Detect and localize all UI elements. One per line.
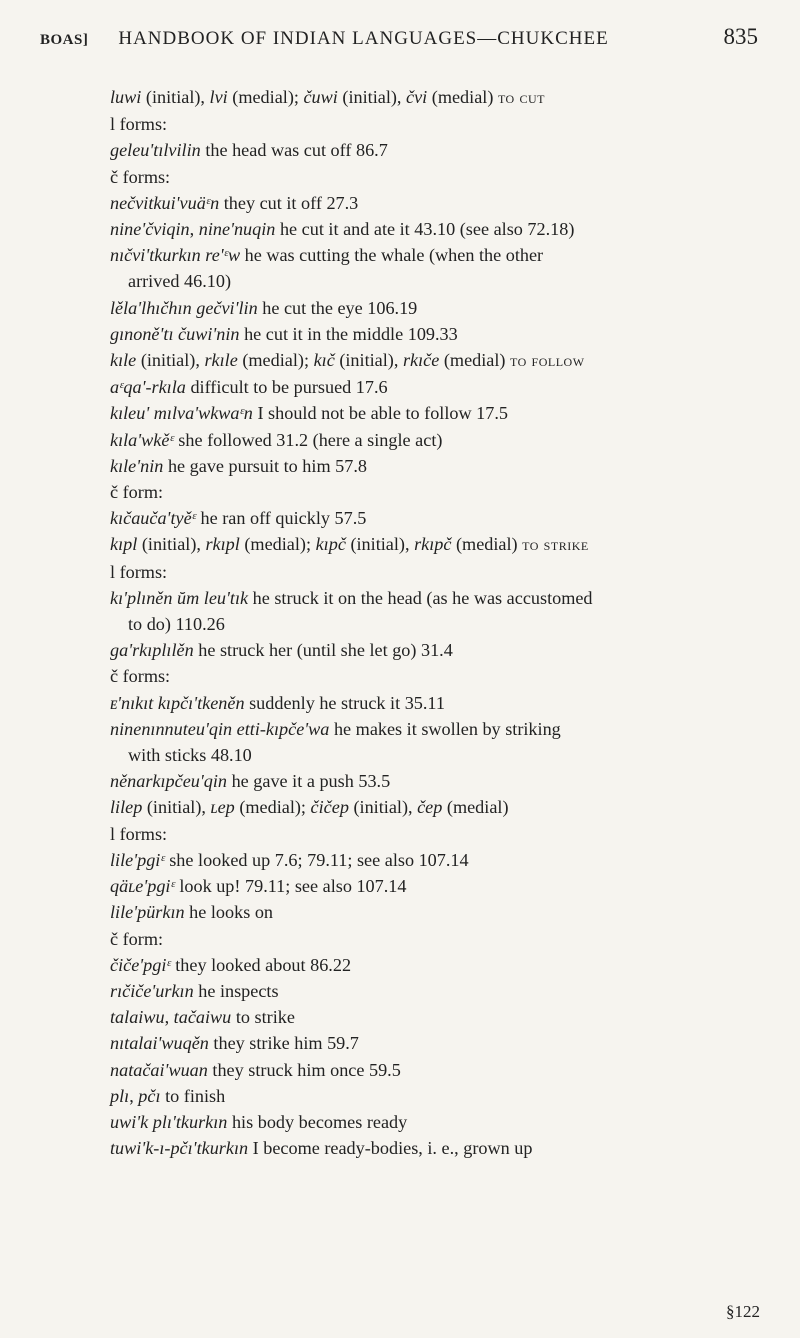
example-line bbox=[110, 637, 760, 663]
gloss-text: , bbox=[129, 1085, 139, 1106]
gloss-text: (initial), bbox=[337, 87, 407, 107]
gloss-text: (medial); bbox=[239, 534, 316, 555]
example-translation: they cut it off 27.3 bbox=[219, 192, 359, 213]
example-word: gınoně'tı čuwi'nin bbox=[110, 323, 240, 344]
running-title: HANDBOOK OF INDIAN LANGUAGES—CHUKCHEE bbox=[118, 28, 609, 49]
subheading-text: l forms: bbox=[110, 823, 168, 844]
example-line bbox=[110, 321, 760, 347]
example-translation: he looks on bbox=[184, 902, 274, 923]
entry-headword-line bbox=[110, 1083, 760, 1109]
example-word: něnarkıpčeu'qin bbox=[110, 771, 228, 792]
example-word: uwi'k plı'tkurkın bbox=[110, 1111, 228, 1132]
form-subheading bbox=[110, 479, 760, 505]
page-number: 835 bbox=[723, 24, 758, 49]
example-translation: he struck it on the head (as he was accustomed bbox=[248, 587, 593, 608]
gloss-text: (initial), bbox=[348, 797, 418, 818]
gloss-text: (initial), bbox=[136, 350, 205, 371]
headword-form: talaiwu bbox=[110, 1007, 165, 1028]
example-line bbox=[110, 873, 760, 899]
example-word: nine'čviqin bbox=[110, 219, 190, 240]
example-translation: difficult to be pursued 17.6 bbox=[185, 377, 388, 398]
form-subheading bbox=[110, 111, 760, 137]
example-word: ninenınnuteu'qin etti-kıpče'wa bbox=[110, 718, 330, 739]
example-translation: he cut it and ate it 43.10 (see also 72.18) bbox=[275, 219, 575, 240]
example-word: čiče'pgiᵋ bbox=[110, 954, 171, 975]
example-word: ga'rkıplılěn bbox=[110, 640, 194, 661]
example-translation: she looked up 7.6; 79.11; see also 107.14 bbox=[164, 849, 469, 870]
headword-meaning: to strike bbox=[522, 535, 589, 555]
example-word: ᴇ'nıkıt kıpčı'tkeněn bbox=[110, 692, 245, 713]
entry-headword-line bbox=[110, 531, 760, 558]
subheading-text: č form: bbox=[110, 482, 164, 503]
continuation-line bbox=[110, 268, 760, 294]
example-line bbox=[110, 453, 760, 479]
example-line bbox=[110, 505, 760, 531]
example-line bbox=[110, 374, 760, 400]
entry-headword-line bbox=[110, 1004, 760, 1030]
example-translation: they struck him once 59.5 bbox=[207, 1059, 401, 1080]
entry-headword-line bbox=[110, 794, 760, 820]
gloss-text: (initial), bbox=[137, 534, 206, 555]
example-line bbox=[110, 716, 760, 742]
headword-form: kıle bbox=[110, 350, 137, 371]
example-translation: they strike him 59.7 bbox=[208, 1033, 359, 1054]
example-translation: look up! 79.11; see also 107.14 bbox=[174, 876, 407, 897]
continuation-text: arrived 46.10) bbox=[128, 271, 232, 292]
headword-form: kıpl bbox=[110, 534, 138, 555]
example-word: qäʟe'pgiᵋ bbox=[110, 876, 175, 897]
headword-form: luwi bbox=[110, 87, 142, 107]
example-line bbox=[110, 137, 760, 163]
entry-headword-line bbox=[110, 347, 760, 374]
form-subheading bbox=[110, 821, 760, 847]
gloss-text: (medial) bbox=[427, 87, 498, 107]
gloss-text: (medial) bbox=[442, 797, 509, 818]
dictionary-body bbox=[110, 84, 760, 1161]
example-line bbox=[110, 242, 760, 268]
subheading-text: č forms: bbox=[110, 166, 171, 187]
headword-form: lvi bbox=[209, 87, 228, 107]
example-word: lile'pürkın bbox=[110, 902, 185, 923]
headword-form: ʟep bbox=[210, 797, 235, 818]
gloss-text: (initial), bbox=[345, 534, 415, 555]
example-line bbox=[110, 1030, 760, 1056]
example-translation: he struck her (until she let go) 31.4 bbox=[193, 640, 453, 661]
headword-meaning: to cut bbox=[497, 88, 545, 107]
page-header bbox=[40, 24, 758, 50]
author-tag: BOAS] bbox=[40, 32, 89, 48]
example-translation: he inspects bbox=[193, 980, 279, 1001]
example-line bbox=[110, 952, 760, 978]
example-line bbox=[110, 768, 760, 794]
example-translation: he cut the eye 106.19 bbox=[257, 297, 418, 318]
gloss-text: , bbox=[164, 1007, 174, 1028]
gloss-text: (medial) bbox=[439, 350, 511, 371]
example-word: nıtalai'wuqěn bbox=[110, 1033, 209, 1054]
example-line bbox=[110, 295, 760, 321]
example-word: lěla'lhıčhın gečvi'lin bbox=[110, 297, 258, 318]
example-line bbox=[110, 585, 760, 611]
example-word: geleu'tılvilin bbox=[110, 140, 201, 161]
subheading-text: l forms: bbox=[110, 561, 168, 582]
subheading-text: č form: bbox=[110, 928, 164, 949]
example-translation: she followed 31.2 (here a single act) bbox=[173, 429, 443, 450]
example-line bbox=[110, 978, 760, 1004]
example-line bbox=[110, 216, 760, 242]
continuation-text: with sticks 48.10 bbox=[128, 745, 252, 766]
gloss-text: (medial); bbox=[227, 87, 304, 107]
headword-form: kıč bbox=[313, 350, 335, 371]
example-word: rıčiče'urkın bbox=[110, 980, 194, 1001]
example-word: kı'plıněn ŭm leu'tık bbox=[110, 587, 249, 608]
example-translation: the head was cut off 86.7 bbox=[200, 140, 388, 161]
example-line bbox=[110, 899, 760, 925]
example-line bbox=[110, 1109, 760, 1135]
subheading-text: l forms: bbox=[110, 114, 168, 135]
subheading-text: č forms: bbox=[110, 666, 171, 687]
gloss-text: (medial); bbox=[234, 797, 311, 818]
example-line bbox=[110, 1057, 760, 1083]
headword-form: rkıle bbox=[204, 350, 238, 371]
example-translation: they looked about 86.22 bbox=[170, 954, 352, 975]
example-word: tuwi'k-ı-pčı'tkurkın bbox=[110, 1138, 249, 1159]
example-word: nıčvi'tkurkın re'ᵋw bbox=[110, 245, 241, 266]
example-line bbox=[110, 1135, 760, 1161]
headword-form: plı bbox=[110, 1085, 130, 1106]
form-subheading bbox=[110, 164, 760, 190]
example-word: kıčauča'tyěᵋ bbox=[110, 508, 196, 529]
continuation-line bbox=[110, 611, 760, 637]
example-translation: he cut it in the middle 109.33 bbox=[239, 323, 458, 344]
headword-form: rkıpl bbox=[205, 534, 240, 555]
example-translation: he gave pursuit to him 57.8 bbox=[163, 455, 367, 476]
gloss-text: to finish bbox=[160, 1085, 226, 1106]
headword-form: čičep bbox=[310, 797, 349, 818]
separator: , bbox=[189, 219, 199, 240]
continuation-text: to do) 110.26 bbox=[128, 614, 225, 635]
headword-form: tačaiwu bbox=[173, 1007, 232, 1028]
example-line bbox=[110, 190, 760, 216]
headword-form: čep bbox=[417, 797, 443, 818]
example-word: lile'pgiᵋ bbox=[110, 849, 165, 870]
headword-meaning: to follow bbox=[510, 351, 585, 371]
headword-form: pčı bbox=[138, 1085, 161, 1106]
example-line bbox=[110, 847, 760, 873]
headword-form: rkıče bbox=[402, 350, 440, 371]
example-translation: he makes it swollen by striking bbox=[329, 718, 561, 739]
example-word: kıla'wkěᵋ bbox=[110, 429, 174, 450]
headword-form: čuwi bbox=[303, 87, 338, 107]
form-subheading bbox=[110, 926, 760, 952]
example-translation: he gave it a push 53.5 bbox=[227, 771, 391, 792]
example-word: kıleu' mılva'wkwaᵋn bbox=[110, 403, 253, 424]
entry-headword-line bbox=[110, 84, 760, 111]
headword-form: čvi bbox=[406, 87, 428, 107]
headword-form: rkıpč bbox=[414, 534, 452, 555]
example-translation: his body becomes ready bbox=[227, 1111, 408, 1132]
example-line bbox=[110, 690, 760, 716]
form-subheading bbox=[110, 559, 760, 585]
example-line bbox=[110, 427, 760, 453]
gloss-text: (initial), bbox=[334, 350, 403, 371]
example-word: aᵋqa'-rkıla bbox=[110, 377, 186, 398]
section-number: §122 bbox=[726, 1302, 760, 1321]
example-word: nine'nuqin bbox=[198, 219, 276, 240]
form-subheading bbox=[110, 663, 760, 689]
example-translation: I should not be able to follow 17.5 bbox=[252, 403, 509, 424]
headword-form: lilep bbox=[110, 797, 143, 818]
example-translation: I become ready-bodies, i. e., grown up bbox=[248, 1138, 533, 1159]
example-word: natačai'wuan bbox=[110, 1059, 208, 1080]
continuation-line bbox=[110, 742, 760, 768]
example-translation: suddenly he struck it 35.11 bbox=[244, 692, 445, 713]
gloss-text: (medial) bbox=[451, 534, 523, 555]
gloss-text: (initial), bbox=[141, 87, 210, 107]
example-word: kıle'nin bbox=[110, 455, 164, 476]
gloss-text: (medial); bbox=[237, 350, 314, 371]
gloss-text: (initial), bbox=[142, 797, 211, 818]
example-translation: he ran off quickly 57.5 bbox=[195, 508, 367, 529]
gloss-text: to strike bbox=[231, 1007, 295, 1028]
headword-form: kıpč bbox=[315, 534, 346, 555]
example-word: nečvitkui'vuäᵋn bbox=[110, 192, 220, 213]
example-line bbox=[110, 400, 760, 426]
example-translation: he was cutting the whale (when the other bbox=[240, 245, 544, 266]
